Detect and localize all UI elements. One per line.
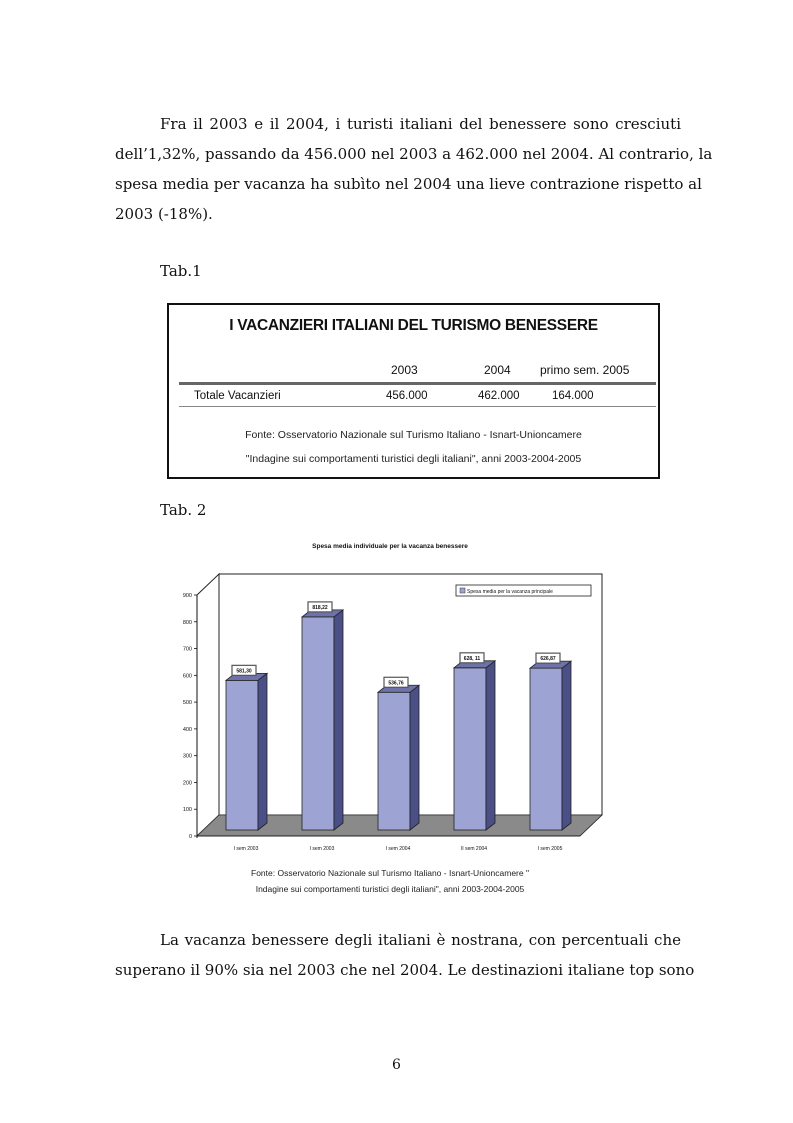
chart-container bbox=[170, 538, 610, 903]
table-1-cell: 164.000 bbox=[552, 390, 594, 402]
y-tick-label: 300 bbox=[182, 753, 192, 760]
table-1-header-rule bbox=[179, 382, 656, 385]
table-1-cell: 462.000 bbox=[478, 390, 520, 402]
data-label: 818,22 bbox=[312, 604, 328, 611]
y-tick-label: 100 bbox=[182, 807, 192, 814]
y-tick-label: 500 bbox=[182, 700, 192, 707]
legend-swatch bbox=[460, 588, 465, 593]
bar bbox=[302, 617, 334, 830]
table-1-col-header: primo sem. 2005 bbox=[540, 363, 630, 377]
table-1-cell: 456.000 bbox=[386, 390, 428, 402]
table-1-row-rule bbox=[179, 406, 656, 407]
y-tick-label: 700 bbox=[182, 646, 192, 653]
y-tick-label: 200 bbox=[182, 780, 192, 787]
bar bbox=[530, 668, 562, 830]
bar bbox=[378, 692, 410, 830]
chart-source: Fonte: Osservatorio Nazionale sul Turismo Italiano - Isnart-Unioncamere " bbox=[251, 868, 529, 878]
y-tick-label: 0 bbox=[188, 834, 192, 840]
data-label: 628, 11 bbox=[463, 655, 481, 662]
data-label: 536,76 bbox=[388, 680, 404, 687]
chart-side-wall bbox=[197, 574, 219, 836]
bar-side bbox=[334, 610, 343, 830]
legend-label: Spesa media per la vacanza principale bbox=[467, 589, 553, 595]
x-tick-label: I sem 2003 bbox=[233, 846, 259, 852]
table-1-row-label: Totale Vacanzieri bbox=[194, 390, 281, 402]
tab2-caption: Tab. 2 bbox=[160, 501, 207, 519]
y-tick-label: 400 bbox=[182, 726, 192, 733]
page-number: 6 bbox=[392, 1057, 401, 1073]
table-1-col-header: 2004 bbox=[484, 363, 511, 377]
y-tick-label: 600 bbox=[182, 673, 192, 680]
chart-title: Spesa media individuale per la vacanza benessere bbox=[312, 543, 468, 550]
bar-side bbox=[562, 661, 571, 830]
data-label: 581,30 bbox=[236, 668, 252, 675]
x-tick-label: II sem 2004 bbox=[460, 846, 488, 852]
paragraph-line: Fra il 2003 e il 2004, i turisti italiani del benessere sono cresciuti bbox=[160, 115, 681, 133]
bar-side bbox=[486, 661, 495, 830]
paragraph-line: La vacanza benessere degli italiani è nostrana, con percentuali che bbox=[160, 931, 681, 949]
table-1-source: "Indagine sui comportamenti turistici degli italiani", anni 2003-2004-2005 bbox=[245, 453, 582, 465]
y-tick-label: 900 bbox=[182, 593, 192, 599]
paragraph-line: superano il 90% sia nel 2003 che nel 2004. Le destinazioni italiane top sono bbox=[115, 961, 695, 979]
table-1-col-header: 2003 bbox=[391, 363, 418, 377]
bar-side bbox=[258, 673, 267, 830]
bar bbox=[226, 680, 258, 830]
paragraph-line: dell’1,32%, passando da 456.000 nel 2003 a 462.000 nel 2004. Al contrario, la bbox=[115, 145, 713, 163]
paragraph-1 bbox=[115, 109, 713, 229]
chart-source: Indagine sui comportamenti turistici degli italiani", anni 2003-2004-2005 bbox=[255, 884, 525, 894]
table-1-title: I VACANZIERI ITALIANI DEL TURISMO BENESSERE bbox=[229, 317, 598, 334]
table-1-source: Fonte: Osservatorio Nazionale sul Turismo Italiano - Isnart-Unioncamere bbox=[245, 429, 582, 441]
y-tick-label: 800 bbox=[182, 619, 192, 626]
paragraph-line: 2003 (-18%). bbox=[115, 205, 213, 223]
x-tick-label: I sem 2005 bbox=[537, 846, 563, 852]
bar bbox=[454, 668, 486, 830]
x-tick-label: I sem 2003 bbox=[309, 846, 335, 852]
paragraph-line: spesa media per vacanza ha subìto nel 2004 una lieve contrazione rispetto al bbox=[115, 175, 702, 193]
bar-chart bbox=[170, 538, 610, 903]
x-tick-label: I sem 2004 bbox=[385, 846, 411, 852]
tab1-caption: Tab.1 bbox=[160, 262, 202, 280]
bar-side bbox=[410, 685, 419, 830]
paragraph-2 bbox=[115, 925, 695, 985]
table-1 bbox=[167, 303, 660, 479]
data-label: 626,87 bbox=[540, 656, 556, 663]
